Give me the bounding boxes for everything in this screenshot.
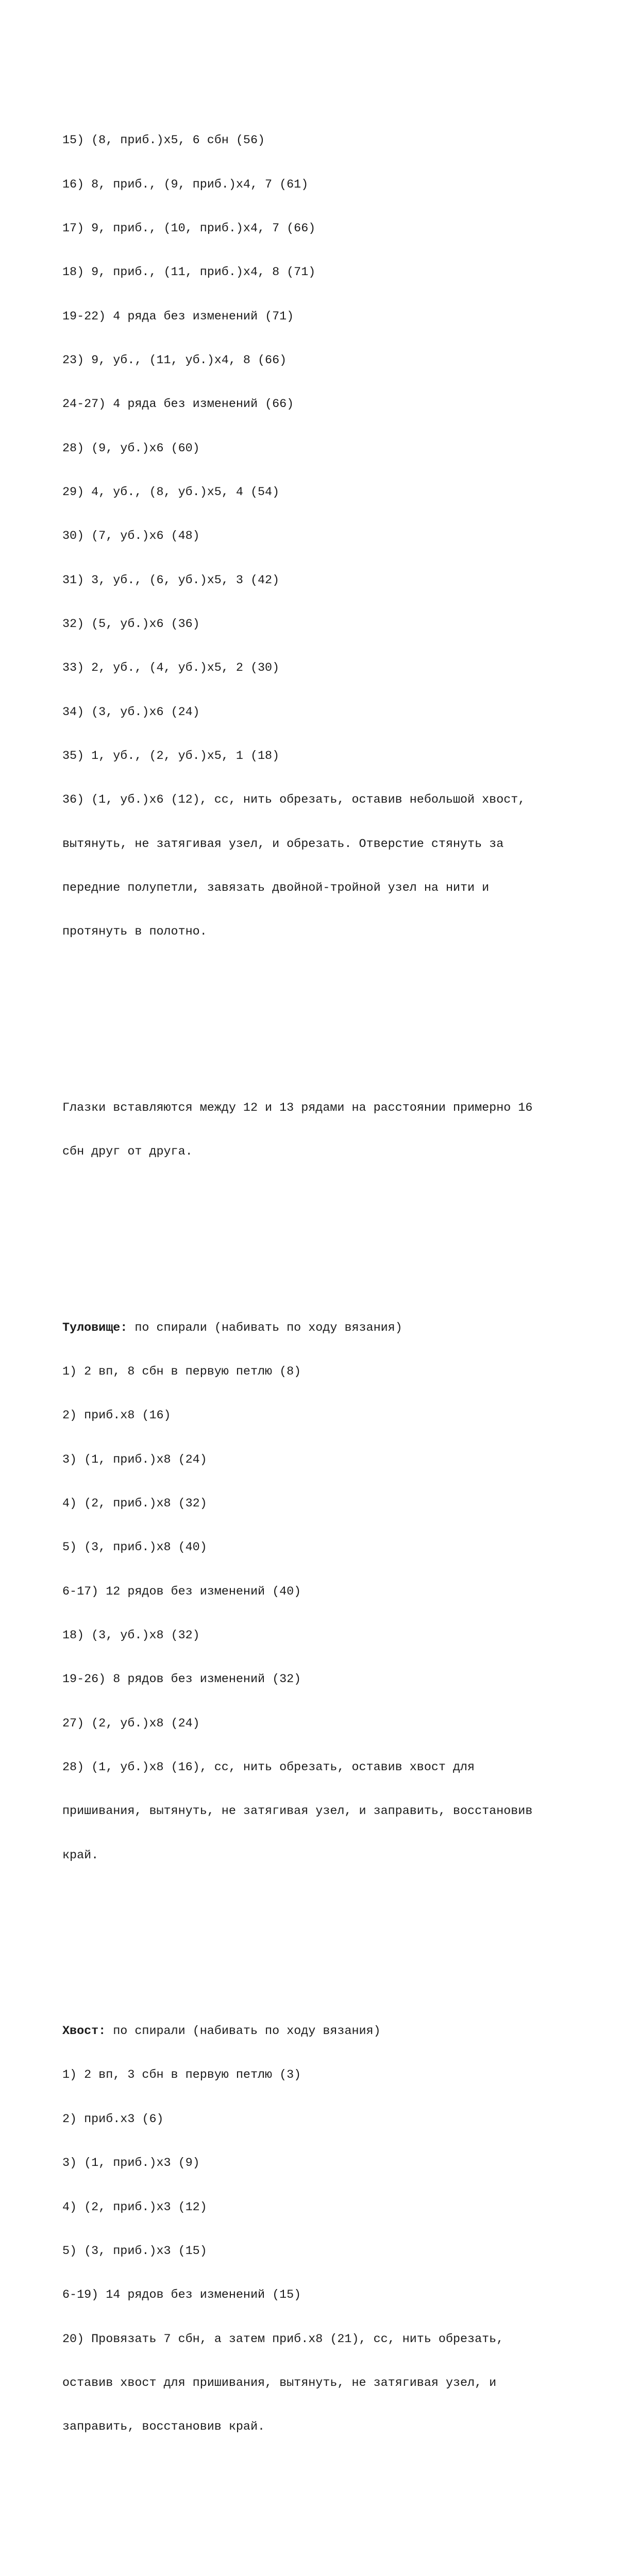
spacer	[62, 1233, 578, 1247]
pattern-row: 4) (2, приб.)x3 (12)	[62, 2200, 207, 2214]
pattern-row: 36) (1, уб.)x6 (12), сс, нить обрезать, оставив небольшой хвост,	[62, 793, 526, 807]
section-heading: Хвост:	[62, 2025, 106, 2039]
pattern-row: 15) (8, приб.)x5, 6 сбн (56)	[62, 134, 265, 148]
pattern-row: 5) (3, приб.)x3 (15)	[62, 2244, 207, 2258]
section-heading-line	[62, 2024, 578, 2039]
section-heading: Туловище:	[62, 1321, 128, 1335]
pattern-row: 30) (7, уб.)x6 (48)	[62, 530, 200, 544]
eyes-note-block	[62, 1072, 578, 1189]
section-heading-note: по спирали (набивать по ходу вязания)	[106, 2025, 381, 2039]
pattern-row: 5) (3, приб.)x8 (40)	[62, 1541, 207, 1555]
pattern-row: 6-19) 14 рядов без изменений (15)	[62, 2289, 301, 2302]
pattern-row: передние полупетли, завязать двойной-тройной узел на нити и	[62, 882, 490, 895]
spacer	[62, 2508, 578, 2522]
spacer	[62, 1936, 578, 1951]
pattern-row: заправить, восстановив край.	[62, 2420, 265, 2434]
pattern-row: 33) 2, уб., (4, уб.)x5, 2 (30)	[62, 662, 280, 675]
section-heading-line	[62, 1321, 578, 1335]
spacer	[62, 1013, 578, 1027]
pattern-row: 1) 2 вп, 3 сбн в первую петлю (3)	[62, 2069, 301, 2082]
pattern-row: 28) (9, уб.)x6 (60)	[62, 442, 200, 455]
pattern-row: 18) (3, уб.)x8 (32)	[62, 1629, 200, 1643]
pattern-row: 17) 9, приб., (10, приб.)x4, 7 (66)	[62, 222, 316, 235]
pattern-row: 16) 8, приб., (9, приб.)x4, 7 (61)	[62, 178, 309, 192]
section-heading-note: по спирали (набивать по ходу вязания)	[127, 1321, 402, 1335]
pattern-row: оставив хвост для пришивания, вытянуть, не затягивая узел, и	[62, 2376, 497, 2390]
pattern-row: 31) 3, уб., (6, уб.)x5, 3 (42)	[62, 573, 280, 587]
pattern-row: 2) приб.x3 (6)	[62, 2112, 164, 2126]
ears-section	[62, 2567, 578, 2576]
pattern-row: 35) 1, уб., (2, уб.)x5, 1 (18)	[62, 750, 280, 764]
pattern-row: 19-22) 4 ряда без изменений (71)	[62, 310, 294, 324]
pattern-row: 18) 9, приб., (11, приб.)x4, 8 (71)	[62, 266, 316, 280]
pattern-row: пришивания, вытянуть, не затягивая узел, и заправить, восстановив	[62, 1805, 533, 1819]
pattern-row: 23) 9, уб., (11, уб.)x4, 8 (66)	[62, 353, 287, 367]
pattern-row: 29) 4, уб., (8, уб.)x5, 4 (54)	[62, 486, 280, 500]
head-continued-block	[62, 104, 578, 969]
pattern-row: 6-17) 12 рядов без изменений (40)	[62, 1585, 301, 1599]
pattern-row: 28) (1, уб.)x8 (16), сс, нить обрезать, оставив хвост для	[62, 1761, 475, 1775]
pattern-row: край.	[62, 1849, 99, 1862]
note-line: Глазки вставляются между 12 и 13 рядами на расстоянии примерно 16	[62, 1101, 533, 1115]
pattern-row: 3) (1, приб.)x3 (9)	[62, 2157, 200, 2171]
pattern-row: 27) (2, уб.)x8 (24)	[62, 1717, 200, 1731]
pattern-row: 1) 2 вп, 8 сбн в первую петлю (8)	[62, 1365, 301, 1379]
pattern-text	[62, 60, 578, 2576]
note-line: сбн друг от друга.	[62, 1145, 193, 1159]
pattern-row: 20) Провязать 7 сбн, а затем приб.x8 (21), сс, нить обрезать,	[62, 2332, 504, 2346]
pattern-row: 34) (3, уб.)x6 (24)	[62, 705, 200, 719]
pattern-row: протянуть в полотно.	[62, 925, 207, 939]
pattern-row: 19-26) 8 рядов без изменений (32)	[62, 1673, 301, 1687]
pattern-row: вытянуть, не затягивая узел, и обрезать. Отверстие стянуть за	[62, 837, 504, 851]
tail-section	[62, 1995, 578, 2464]
pattern-row: 2) приб.x8 (16)	[62, 1409, 171, 1423]
pattern-row: 24-27) 4 ряда без изменений (66)	[62, 398, 294, 412]
pattern-row: 32) (5, уб.)x6 (36)	[62, 618, 200, 632]
pattern-row: 3) (1, приб.)x8 (24)	[62, 1453, 207, 1467]
pattern-row: 4) (2, приб.)x8 (32)	[62, 1497, 207, 1511]
body-section	[62, 1292, 578, 1892]
